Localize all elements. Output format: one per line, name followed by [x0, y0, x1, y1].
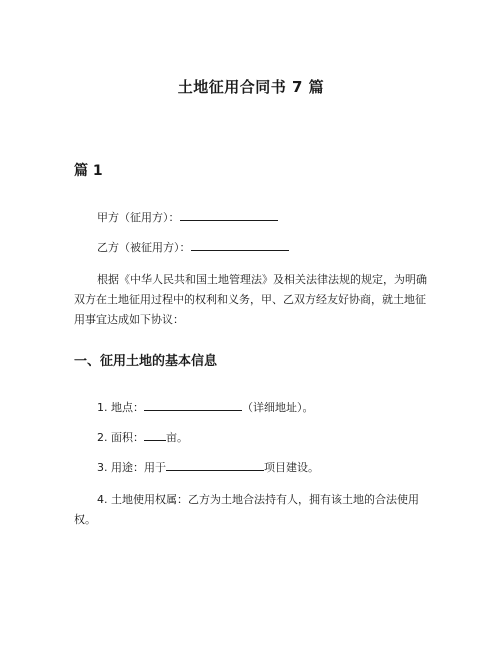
- item-area-prefix: 2. 面积：: [97, 431, 144, 444]
- item-location-suffix: （详细地址）。: [242, 401, 314, 414]
- area-blank: [144, 429, 166, 441]
- item-area: [74, 428, 434, 448]
- item-ownership: 4. 土地使用权属：乙方为土地合法持有人，拥有该土地的合法使用权。: [74, 493, 419, 526]
- item-use: [74, 458, 434, 478]
- party-b-blank: [191, 239, 289, 251]
- party-b-label: 乙方（被征用方）：: [97, 241, 191, 254]
- party-a-line: [74, 208, 434, 228]
- item-use-suffix: 项目建设。: [264, 461, 319, 474]
- party-b-line: [74, 238, 434, 258]
- item-area-suffix: 亩。: [166, 431, 188, 444]
- item-location: [74, 398, 434, 418]
- document-title: 土地征用合同书 7 篇: [177, 78, 325, 96]
- section-heading: 篇 1: [74, 163, 103, 179]
- party-a-label: 甲方（征用方）：: [97, 211, 180, 224]
- subsection-heading: 一、征用土地的基本信息: [74, 354, 218, 369]
- item-use-prefix: 3. 用途：用于: [97, 461, 166, 474]
- location-blank: [144, 399, 242, 411]
- use-blank: [166, 459, 264, 471]
- party-a-blank: [180, 209, 278, 221]
- intro-paragraph: 根据《中华人民共和国土地管理法》及相关法律法规的规定，为明确双方在土地征用过程中的权利和义务，甲、乙双方经友好协商，就土地征用事宜达成如下协议：: [74, 273, 427, 326]
- item-location-prefix: 1. 地点：: [97, 401, 144, 414]
